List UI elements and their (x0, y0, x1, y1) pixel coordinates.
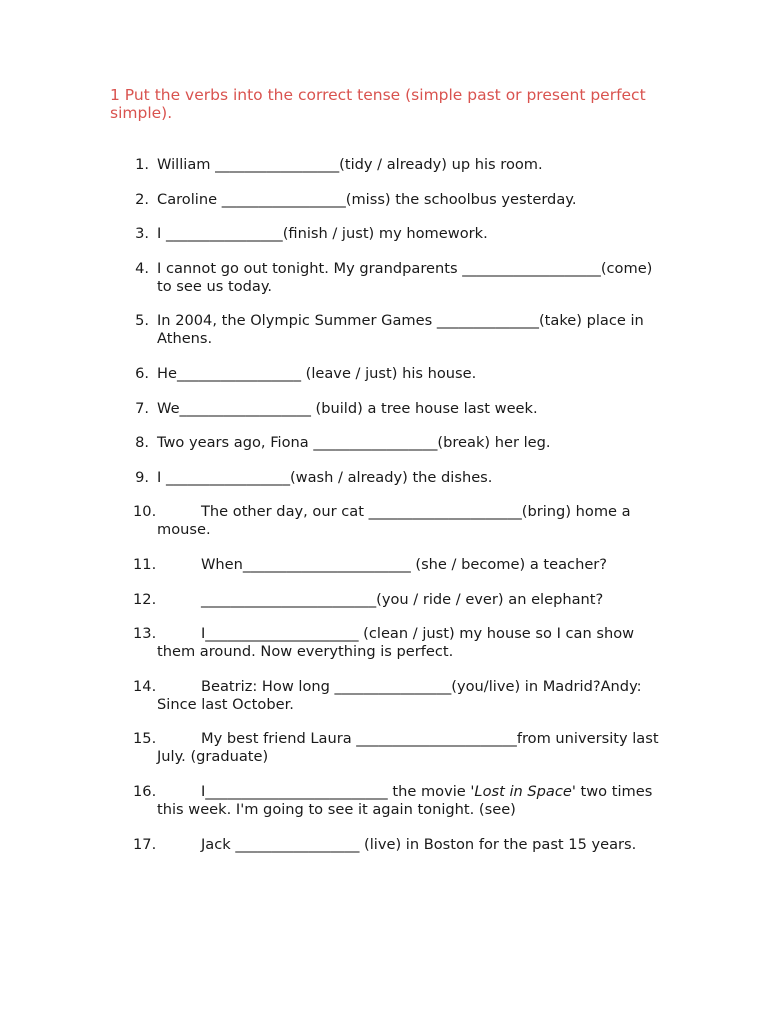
exercise-item-3 (0, 225, 768, 243)
movie-title: 'Lost in Space' (470, 782, 576, 800)
item-text: I _________________(wash / already) the dishes. (157, 468, 493, 486)
exercise-item-15 (0, 730, 768, 766)
item-number: 2. (135, 190, 149, 208)
exercise-item-1 (0, 156, 768, 174)
item-text: When_______________________ (she / become) a teacher? (201, 555, 608, 573)
item-number: 3. (135, 225, 149, 243)
item-number: 8. (135, 434, 149, 452)
exercise-item-14 (0, 678, 768, 714)
item-text: My best friend Laura ______________________from university last July. (graduate) (157, 730, 659, 766)
item-number: 1. (135, 156, 149, 173)
exercise-item-11 (0, 556, 768, 574)
item-text: I ________________(finish / just) my homework. (157, 225, 488, 243)
exercise-item-8 (0, 434, 768, 452)
item-text: Jack _________________ (live) in Boston for the past 15 years. (201, 835, 637, 853)
exercise-title: 1 Put the verbs into the correct tense (simple past or present perfect simple). (110, 86, 646, 122)
item-text: Beatriz: How long ________________(you/live) in Madrid?Andy: Since last October. (157, 677, 642, 713)
exercise-item-7 (0, 400, 768, 418)
item-number: 13. (133, 625, 157, 643)
item-number: 12. (133, 590, 157, 608)
item-number: 5. (135, 312, 149, 330)
exercise-item-10 (0, 503, 768, 539)
exercise-item-5 (0, 312, 768, 348)
item-text: In 2004, the Olympic Summer Games ______________(take) place in Athens. (157, 312, 644, 348)
item-number: 11. (133, 555, 157, 573)
item-text: Caroline _________________(miss) the schoolbus yesterday. (157, 190, 577, 208)
item-number: 6. (135, 364, 149, 382)
item-number: 17. (133, 835, 157, 853)
item-text: Two years ago, Fiona _________________(break) her leg. (157, 434, 551, 452)
item-number: 9. (135, 468, 149, 486)
item-number: 15. (133, 730, 157, 748)
exercise-list (0, 156, 768, 870)
item-number: 4. (135, 259, 149, 277)
item-number: 7. (135, 399, 149, 417)
item-number: 16. (133, 782, 157, 800)
exercise-item-16 (0, 783, 768, 819)
item-text-before: I_________________________ the movie (201, 782, 471, 800)
exercise-item-13 (0, 625, 768, 661)
item-text-after: two times this week. I'm going to see it again tonight. (see) (157, 782, 653, 818)
item-text: I cannot go out tonight. My grandparents ___________________(come) to see us today. (157, 259, 653, 295)
item-text: He_________________ (leave / just) his house. (157, 364, 477, 382)
exercise-item-9 (0, 469, 768, 487)
item-text: William _________________(tidy / already) up his room. (157, 156, 543, 173)
exercise-item-17 (0, 836, 768, 854)
item-text: I_____________________ (clean / just) my house so I can show them around. Now everything is perfect. (157, 625, 635, 661)
item-text: The other day, our cat _____________________(bring) home a mouse. (157, 503, 631, 539)
item-text: ________________________(you / ride / ever) an elephant? (201, 590, 604, 608)
item-number: 14. (133, 677, 157, 695)
item-text: We__________________ (build) a tree house last week. (157, 399, 538, 417)
exercise-item-12 (0, 591, 768, 609)
exercise-item-2 (0, 191, 768, 209)
exercise-item-6 (0, 365, 768, 383)
item-number: 10. (133, 503, 157, 521)
exercise-item-4 (0, 260, 768, 296)
